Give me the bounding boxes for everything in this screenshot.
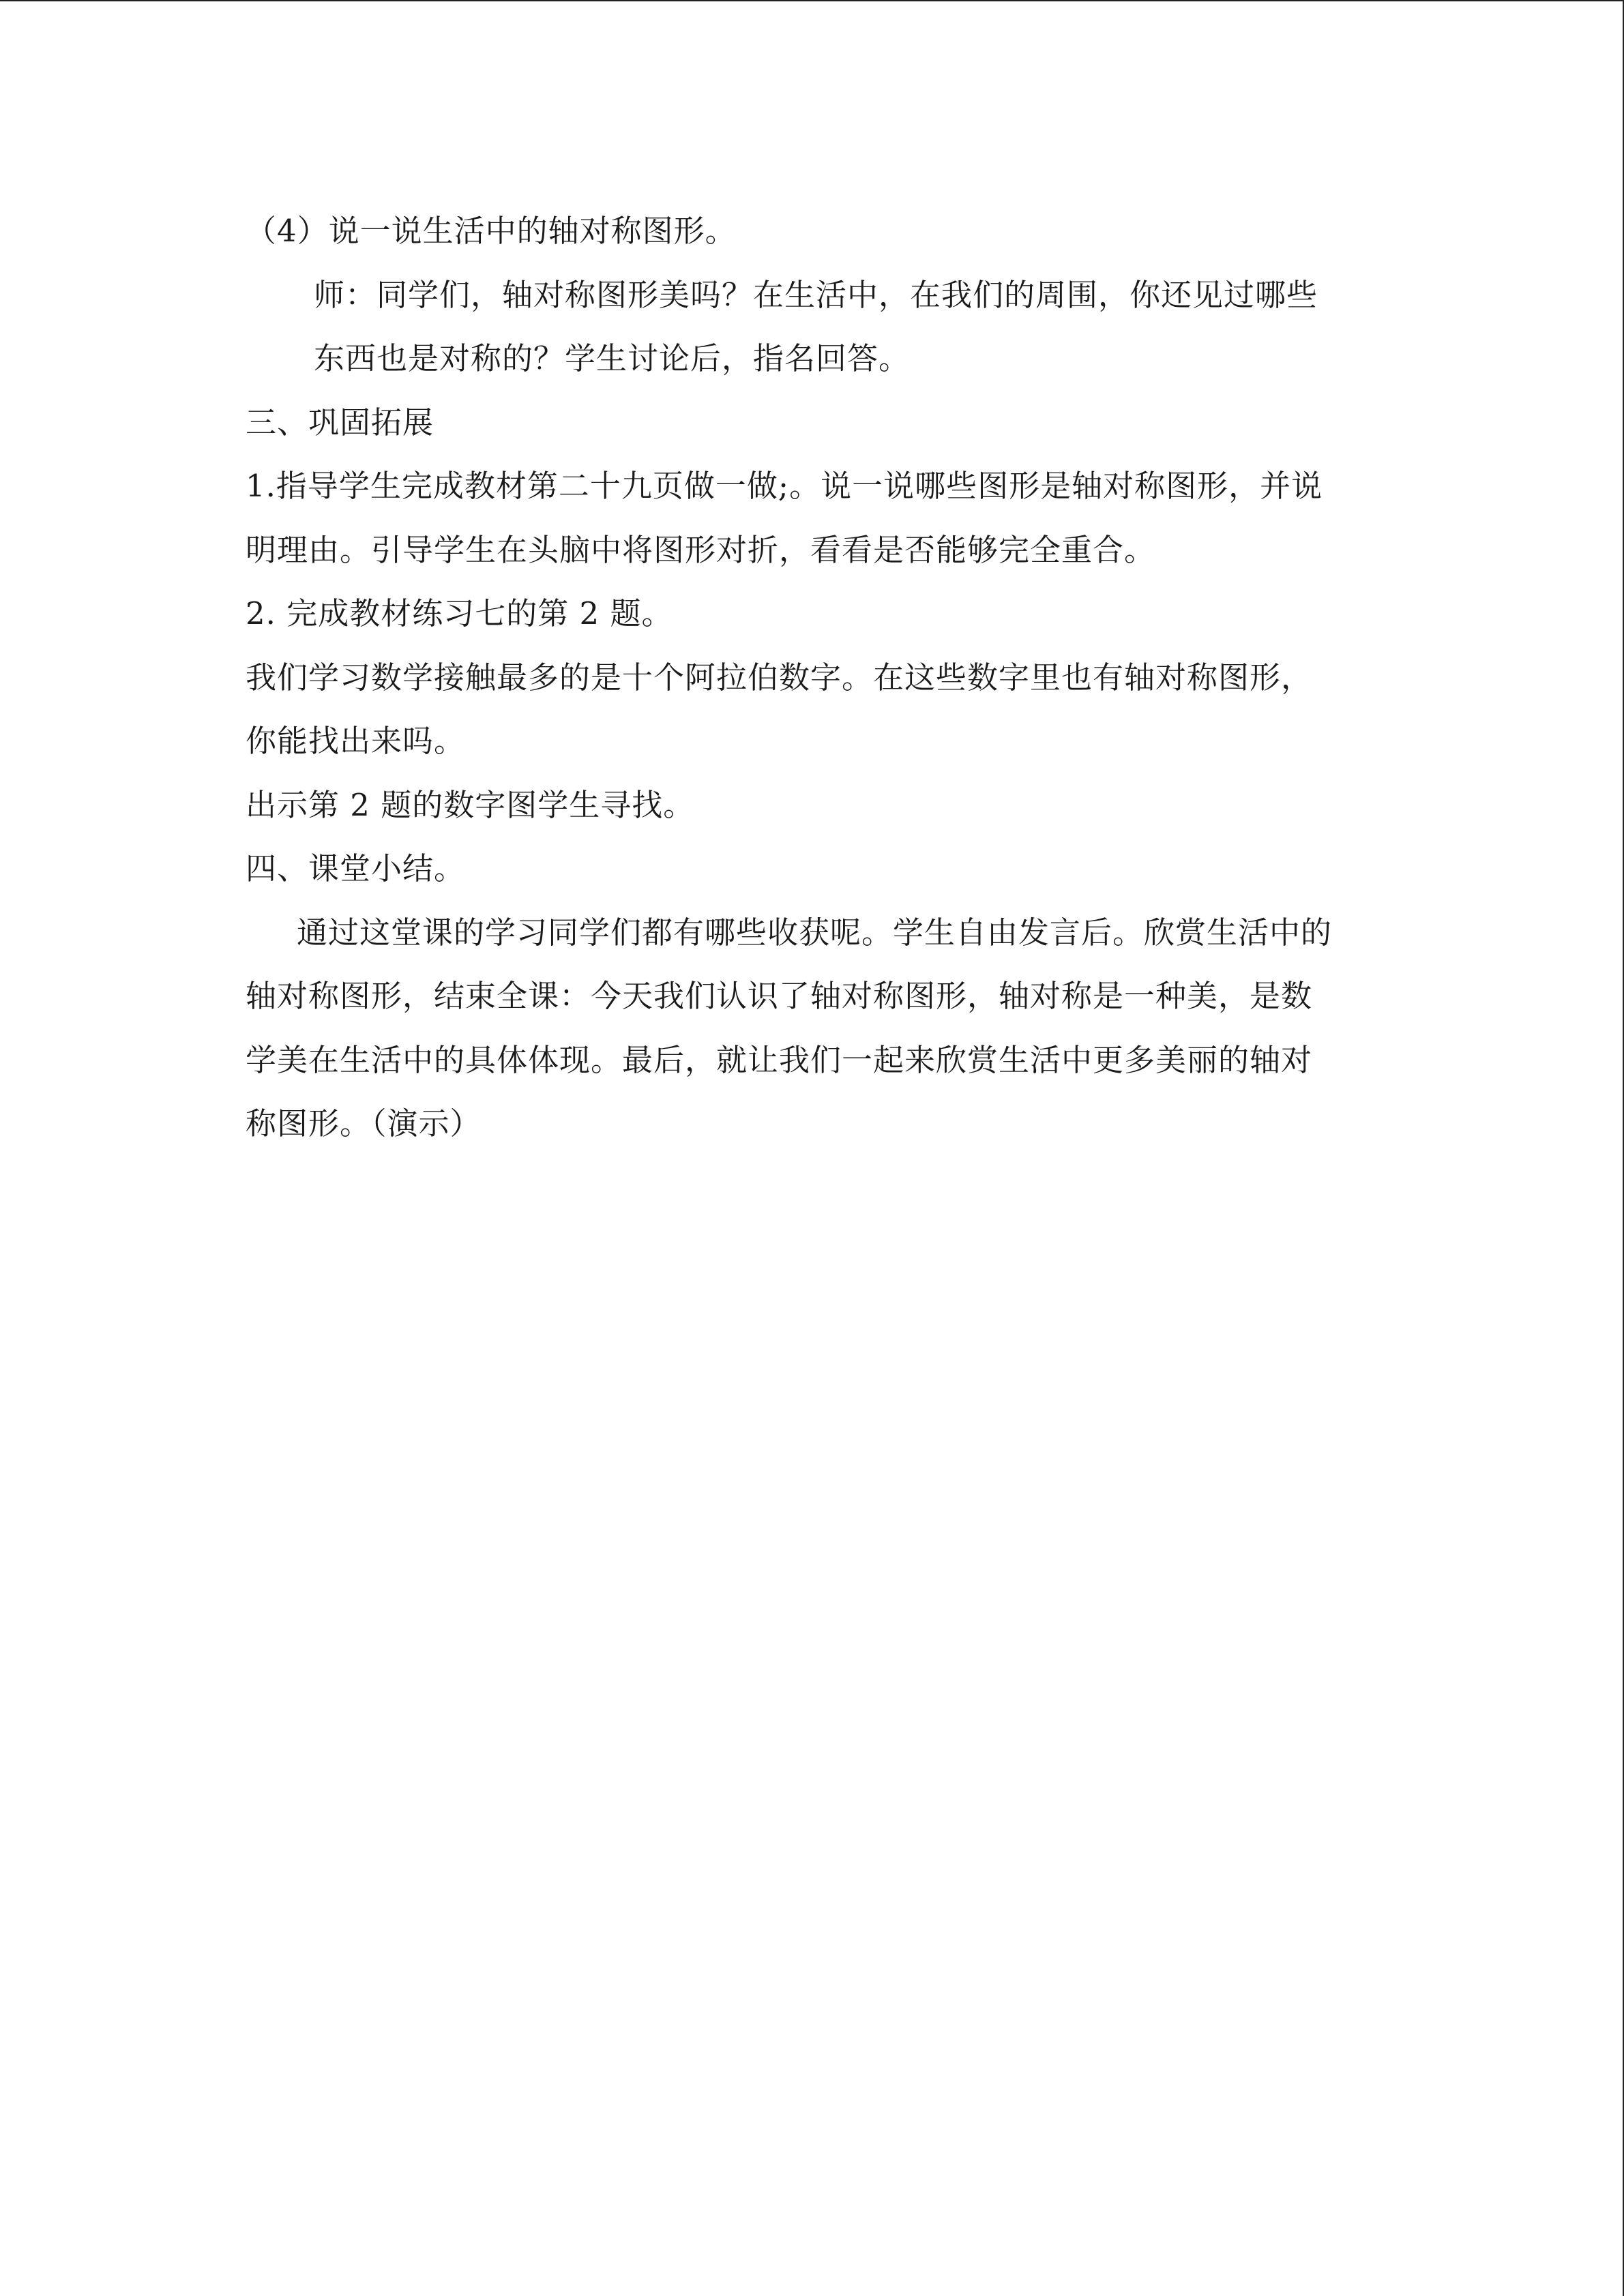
exercise-1-line-1: 1.指导学生完成教材第二十九页做一做;。说一说哪些图形是轴对称图形，并说 [246, 468, 1323, 504]
digits-paragraph-line-1: 我们学习数学接触最多的是十个阿拉伯数字。在这些数字里也有轴对称图形， [246, 659, 1313, 696]
exercise-2-line: 2. 完成教材练习七的第 2 题。 [246, 595, 673, 631]
summary-paragraph-line-3: 学美在生活中的具体体现。最后，就让我们一起来欣赏生活中更多美丽的轴对 [246, 1041, 1313, 1078]
summary-paragraph-line-1: 通过这堂课的学习同学们都有哪些收获呢。学生自由发言后。欣赏生活中的 [297, 914, 1333, 951]
digits-instruction-line: 出示第 2 题的数字图学生寻找。 [246, 786, 695, 823]
teacher-question-line-2: 东西也是对称的？学生讨论后，指名回答。 [314, 340, 911, 376]
teacher-question-line-1: 师：同学们，轴对称图形美吗？在生活中，在我们的周围，你还见过哪些 [314, 276, 1318, 313]
section-heading-4: 四、课堂小结。 [246, 850, 466, 886]
summary-paragraph-line-2: 轴对称图形，结束全课：今天我们认识了轴对称图形，轴对称是一种美，是数 [246, 978, 1313, 1014]
section-heading-3: 三、巩固拓展 [246, 404, 434, 441]
exercise-1-line-2: 明理由。引导学生在头脑中将图形对折，看看是否能够完全重合。 [246, 531, 1156, 568]
subsection-heading-4: （4）说一说生活中的轴对称图形。 [246, 213, 737, 249]
document-body [246, 199, 1378, 1156]
summary-paragraph-line-4: 称图形。（演示） [246, 1105, 482, 1142]
digits-paragraph-line-2: 你能找出来吗。 [246, 723, 466, 759]
